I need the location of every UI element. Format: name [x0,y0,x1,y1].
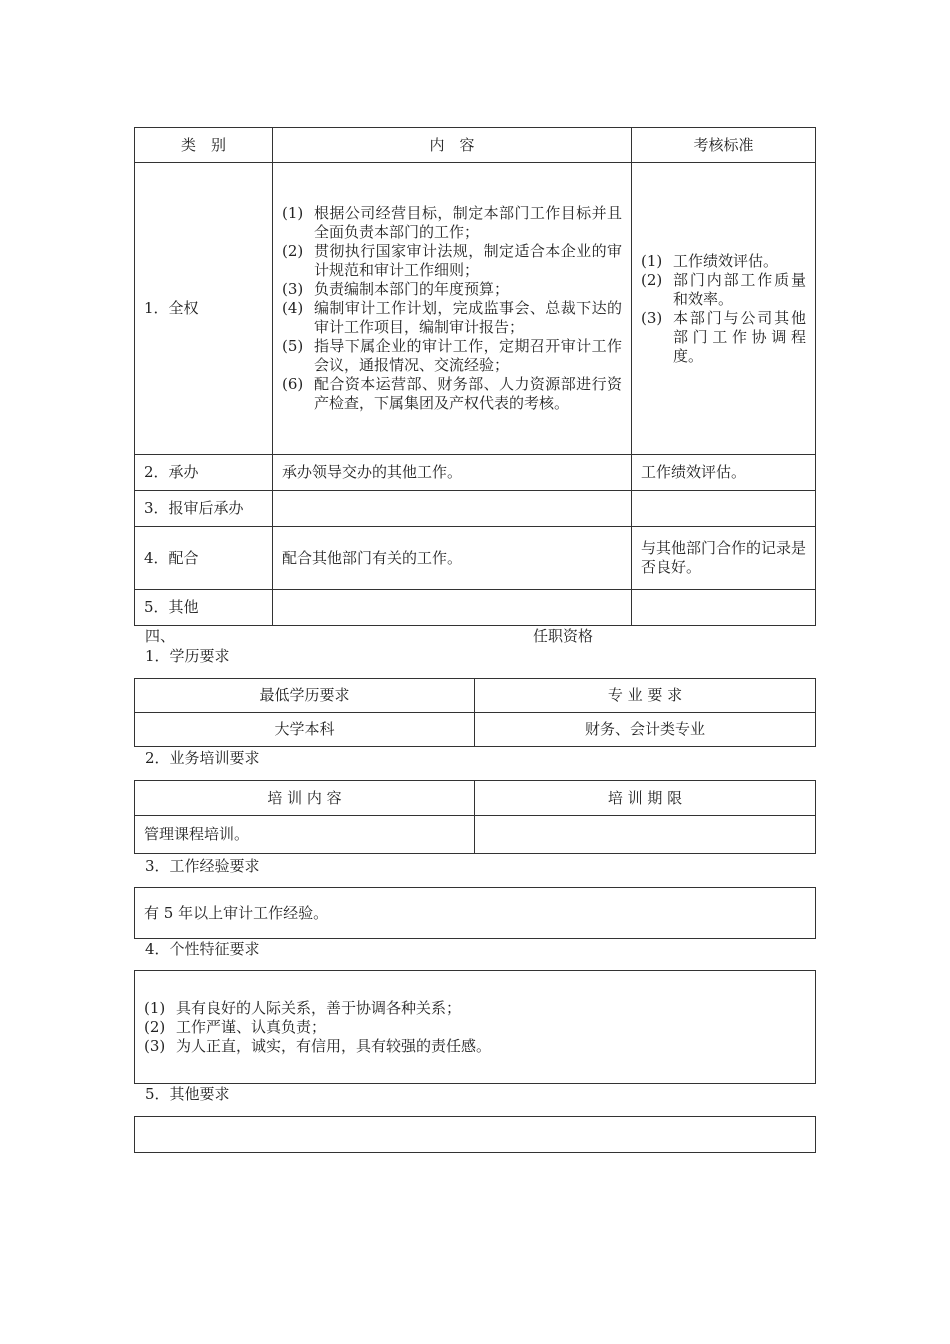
item-text: 为人正直，诚实，有信用，具有较强的责任感。 [176,1036,492,1055]
item-text: 配合资本运营部、财务部、人力资源部进行资产检查，下属集团及产权代表的考核。 [314,375,622,412]
item-number: (1) [641,251,663,270]
education-label: 1．学历要求 [145,647,230,665]
item-number: (3) [282,280,304,298]
personality-table [134,970,816,1084]
list-item [282,242,622,280]
min-education-value: 大学本科 [135,713,475,747]
table-row [135,713,816,747]
major-value: 财务、会计类专业 [475,713,816,747]
other-requirements-label: 5．其他要求 [145,1085,230,1103]
list-item [282,375,622,413]
row-content [273,491,632,527]
list-item [641,271,806,309]
table-row [135,163,816,455]
row-content: 配合其他部门有关的工作。 [273,527,632,590]
table-row [135,816,816,854]
training-label: 2．业务培训要求 [145,749,260,767]
row-category: 1．全权 [135,163,273,455]
experience-label: 3．工作经验要求 [145,857,260,875]
table-row [135,455,816,491]
item-number: (2) [282,242,304,260]
row-standard [632,590,816,626]
item-text: 部门内部工作质量和效率。 [673,270,806,308]
personality-cell [135,971,816,1084]
header-training-content: 培 训 内 容 [135,781,475,816]
list-item [144,1037,806,1056]
row-standard [632,491,816,527]
item-text: 本部门与公司其他部门工作协调程度。 [673,308,806,365]
other-requirements-value [135,1117,816,1153]
list-item [282,299,622,337]
education-table [134,678,816,747]
row-standard [632,163,816,455]
header-min-education: 最低学历要求 [135,679,475,713]
training-content-value: 管理课程培训。 [135,816,475,854]
header-major: 专 业 要 求 [475,679,816,713]
table-row [135,527,816,590]
item-number: (1) [282,204,304,222]
header-category: 类 别 [135,128,273,163]
list-item [144,1018,806,1037]
training-period-value [475,816,816,854]
personality-list [144,999,806,1056]
row-category: 4．配合 [135,527,273,590]
item-text: 根据公司经营目标，制定本部门工作目标并且全面负责本部门的工作； [314,204,622,241]
table-header-row [135,781,816,816]
header-training-period: 培 训 期 限 [475,781,816,816]
item-number: (1) [144,998,166,1017]
table-row [135,590,816,626]
item-number: (3) [144,1036,166,1055]
item-number: (5) [282,337,304,355]
row-category: 5．其他 [135,590,273,626]
table-row [135,888,816,939]
table-header-row [135,679,816,713]
table-row [135,491,816,527]
item-text: 指导下属企业的审计工作，定期召开审计工作会议，通报情况、交流经验； [314,337,622,374]
row-content [273,163,632,455]
list-item [641,252,806,271]
table-row [135,971,816,1084]
experience-table [134,887,816,939]
content-list [282,204,622,413]
row-category: 3．报审后承办 [135,491,273,527]
row-content: 承办领导交办的其他工作。 [273,455,632,491]
header-standard: 考核标准 [632,128,816,163]
other-requirements-table [134,1116,816,1153]
standard-list [641,252,806,366]
list-item [282,204,622,242]
training-table [134,780,816,854]
section-number: 四、 [145,627,176,645]
list-item [641,309,806,366]
item-number: (3) [641,308,663,327]
experience-value: 有 5 年以上审计工作经验。 [135,888,816,939]
item-text: 具有良好的人际关系，善于协调各种关系； [176,998,462,1017]
item-number: (2) [144,1017,166,1036]
item-text: 工作严谨、认真负责； [176,1017,327,1036]
table-row [135,1117,816,1153]
table-header-row [135,128,816,163]
item-number: (6) [282,375,304,393]
item-number: (2) [641,270,663,289]
header-content: 内 容 [273,128,632,163]
list-item [282,337,622,375]
row-standard: 工作绩效评估。 [632,455,816,491]
item-text: 工作绩效评估。 [673,251,779,270]
row-category: 2．承办 [135,455,273,491]
responsibility-table [134,127,816,626]
item-number: (4) [282,299,304,317]
item-text: 贯彻执行国家审计法规，制定适合本企业的审计规范和审计工作细则； [314,242,622,279]
list-item [144,999,806,1018]
section-title: 任职资格 [533,627,594,645]
personality-label: 4．个性特征要求 [145,940,260,958]
list-item [282,280,622,299]
row-standard: 与其他部门合作的记录是否良好。 [632,527,816,590]
item-text: 编制审计工作计划，完成监事会、总裁下达的审计工作项目，编制审计报告； [314,299,622,336]
item-text: 负责编制本部门的年度预算； [314,280,510,298]
row-content [273,590,632,626]
